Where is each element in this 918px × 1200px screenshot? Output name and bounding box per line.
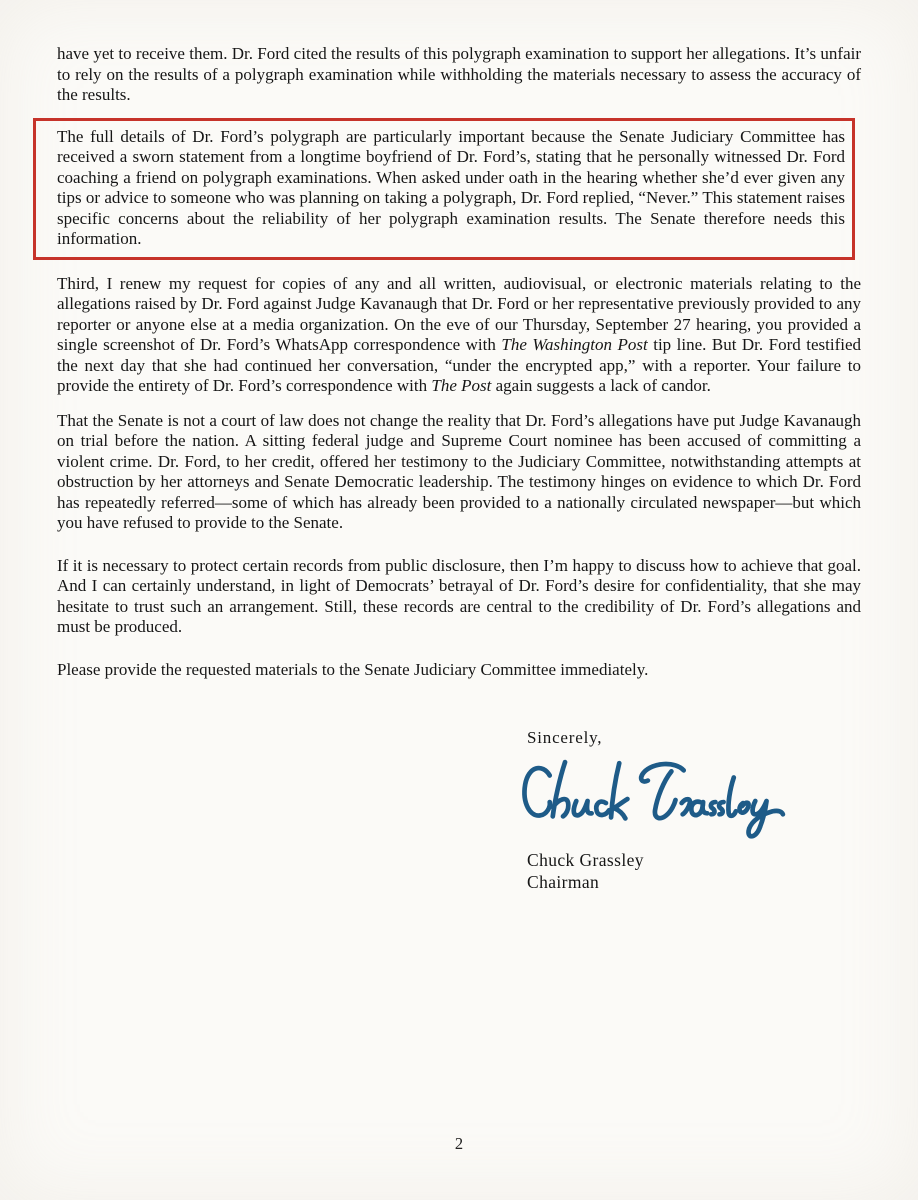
signature-stroke	[691, 801, 707, 815]
salutation: Sincerely,	[527, 728, 603, 747]
signature-stroke	[719, 802, 724, 814]
paragraph-text-segment: again suggests a lack of candor.	[491, 376, 711, 395]
signature-stroke	[611, 763, 627, 818]
signature-stroke	[728, 777, 735, 815]
paragraph-senate-not-court: That the Senate is not a court of law does not change the reality that Dr. Ford’s allegations have put Judge Kavanaugh on trial before the nation. A sitting federal judge and Supreme Court nominee has been accused of committing a violent crime. Dr. Ford, to her credit, offered her testimony to the Judiciary Committee, notwithstanding attempts at obstruction by her attorneys and Senate Democratic leadership. The testimony hinges on evidence to which Dr. Ford has repeatedly referred—some of which has already been provided to a nationally circulated newspaper—but which you have refused to provide to the Senate.	[57, 410, 861, 532]
signature-stroke	[596, 801, 609, 814]
paragraph-text-segment: tip line. But Dr. Ford testified the next day that she had continued her conversation, “under the encrypted app,” with a reporter. Your failure to provide the entirety of Dr. Ford’s correspondence with	[57, 335, 861, 395]
signature-image	[519, 755, 787, 845]
signature-stroke	[740, 802, 749, 812]
signature-stroke	[682, 799, 690, 814]
signature-stroke	[553, 762, 569, 816]
red-annotation-box	[33, 118, 855, 260]
paragraph-records-protection: If it is necessary to protect certain records from public disclosure, then I’m happy to discuss how to achieve that goal. And I can certainly understand, in light of Democrats’ betrayal of Dr. Ford’s desire for confidentiality, that she may hesitate to trust such an arrangement. Still, these records are central to the credibility of Dr. Ford’s allegations and must be produced.	[57, 555, 861, 636]
closing-block	[527, 728, 861, 893]
paragraph-media-materials-request	[57, 274, 861, 397]
signature-stroke	[525, 768, 550, 815]
signature-stroke	[711, 802, 716, 814]
signer-name: Chuck Grassley	[527, 849, 644, 870]
paragraph-closing-request: Please provide the requested materials to the Senate Judiciary Committee immediately.	[57, 659, 649, 679]
signer-title: Chairman	[527, 871, 600, 892]
paragraph-polygraph-results: have yet to receive them. Dr. Ford cited the results of this polygraph examination to support her allegations. It’s unfair to rely on the results of a polygraph examination while withholding the materials necessary to assess the accuracy of the results.	[57, 44, 861, 104]
paragraph-highlighted-polygraph-details: The full details of Dr. Ford’s polygraph are particularly important because the Senate Judiciary Committee has received a sworn statement from a longtime boyfriend of Dr. Ford’s, stating that he personally witnessed Dr. Ford coaching a friend on polygraph examinations. When asked under oath in the hearing whether she’d ever given any tips or advice to someone who was planning on taking a polygraph, Dr. Ford replied, “Never.” This statement raises specific concerns about the reliability of her polygraph examination results. The Senate therefore needs this information.	[57, 126, 845, 248]
signature-stroke	[749, 801, 783, 836]
page-number: 2	[454, 1134, 464, 1153]
publication-name-washington-post: The Washington Post	[501, 335, 648, 354]
paragraph-text-segment: Third, I renew my request for copies of any and all written, audiovisual, or electronic materials relating to the allegations raised by Dr. Ford against Judge Kavanaugh that Dr. Ford or her representative previously provided to any reporter or anyone else at a media organization. On the eve of our Thursday, September 27 hearing, you provided a single screenshot of Dr. Ford’s WhatsApp correspondence with	[57, 273, 861, 354]
publication-name-the-post: The Post	[431, 376, 492, 395]
signature-stroke	[574, 801, 592, 815]
signature-stroke	[641, 764, 683, 818]
signature	[519, 755, 861, 845]
